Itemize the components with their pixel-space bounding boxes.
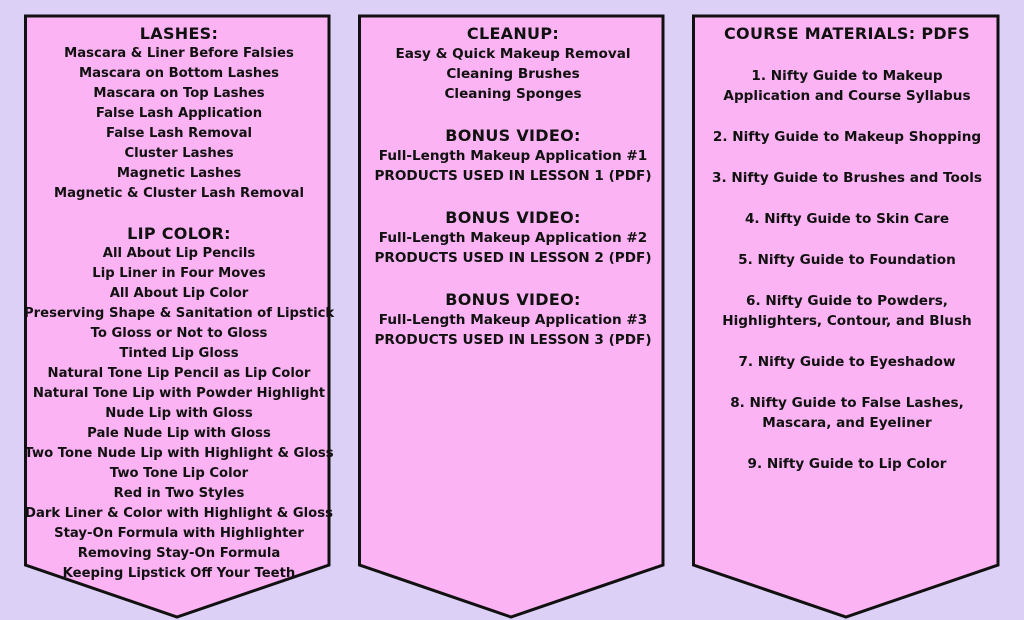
- lip-color-list: [24, 244, 334, 584]
- pdf-list: [692, 66, 1002, 474]
- lip-color-item[interactable]: Dark Liner & Color with Highlight & Gloss: [25, 506, 333, 521]
- lashes-item[interactable]: False Lash Application: [95, 106, 263, 121]
- pdf-guide-link[interactable]: 7. Nifty Guide to Eyeshadow: [738, 354, 956, 370]
- lip-color-item[interactable]: Nude Lip with Gloss: [105, 406, 253, 421]
- lip-color-item[interactable]: Natural Tone Lip with Powder Highlight: [32, 386, 326, 401]
- bonus-products-2-link[interactable]: PRODUCTS USED IN LESSON 2 (PDF): [374, 250, 652, 266]
- lip-color-item[interactable]: All About Lip Pencils: [102, 246, 256, 261]
- lashes-lipcolor-banner: [24, 0, 334, 620]
- lip-color-item[interactable]: Removing Stay-On Formula: [77, 546, 281, 561]
- lashes-heading: LASHES:: [139, 24, 219, 43]
- lip-color-item[interactable]: Natural Tone Lip Pencil as Lip Color: [47, 366, 311, 381]
- lashes-item[interactable]: Magnetic & Cluster Lash Removal: [54, 186, 304, 201]
- bonus-video-3-link[interactable]: Full-Length Makeup Application #3: [378, 312, 648, 328]
- bonus-video-1-heading: BONUS VIDEO:: [445, 126, 581, 145]
- lashes-item[interactable]: False Lash Removal: [105, 126, 253, 141]
- lashes-item[interactable]: Mascara on Top Lashes: [93, 86, 265, 101]
- cleanup-heading: CLEANUP:: [466, 24, 560, 43]
- pdf-guide-link[interactable]: 6. Nifty Guide to Powders, Highlighters, Contour, and Blush: [722, 293, 972, 329]
- pdf-guide-link[interactable]: 1. Nifty Guide to Makeup Application and Course Syllabus: [723, 68, 971, 104]
- lashes-item[interactable]: Magnetic Lashes: [116, 166, 242, 181]
- course-materials-banner: [692, 0, 1002, 620]
- cleanup-item[interactable]: Easy & Quick Makeup Removal: [395, 46, 631, 62]
- lip-color-item[interactable]: Lip Liner in Four Moves: [92, 266, 266, 281]
- cleanup-list: [358, 44, 668, 104]
- pdf-guide-link[interactable]: 9. Nifty Guide to Lip Color: [747, 456, 947, 472]
- bonus-products-1-link[interactable]: PRODUCTS USED IN LESSON 1 (PDF): [374, 168, 652, 184]
- pdf-guide-link[interactable]: 3. Nifty Guide to Brushes and Tools: [712, 170, 982, 186]
- cleanup-item[interactable]: Cleaning Brushes: [446, 66, 580, 82]
- lashes-item[interactable]: Cluster Lashes: [124, 146, 234, 161]
- bonus-video-2-heading: BONUS VIDEO:: [445, 208, 581, 227]
- lip-color-item[interactable]: Two Tone Lip Color: [109, 466, 249, 481]
- lip-color-item[interactable]: Preserving Shape & Sanitation of Lipstick: [24, 306, 335, 321]
- lip-color-item[interactable]: Tinted Lip Gloss: [119, 346, 239, 361]
- lip-color-item[interactable]: Two Tone Nude Lip with Highlight & Gloss: [24, 446, 334, 461]
- lip-color-item[interactable]: All About Lip Color: [109, 286, 249, 301]
- bonus-video-3-heading: BONUS VIDEO:: [445, 290, 581, 309]
- pdf-guide-link[interactable]: 8. Nifty Guide to False Lashes, Mascara, and Eyeliner: [730, 395, 964, 431]
- bonus-video-2-link[interactable]: Full-Length Makeup Application #2: [378, 230, 648, 246]
- lip-color-heading: LIP COLOR:: [127, 224, 231, 243]
- pdf-guide-link[interactable]: 4. Nifty Guide to Skin Care: [744, 211, 950, 227]
- cleanup-bonus-banner: [358, 0, 668, 620]
- lip-color-item[interactable]: To Gloss or Not to Gloss: [90, 326, 268, 341]
- bonus-video-1-link[interactable]: Full-Length Makeup Application #1: [378, 148, 648, 164]
- course-materials-heading: COURSE MATERIALS: PDFS: [724, 24, 970, 43]
- pdf-guide-link[interactable]: 2. Nifty Guide to Makeup Shopping: [712, 129, 982, 145]
- pdf-guide-link[interactable]: 5. Nifty Guide to Foundation: [738, 252, 956, 268]
- lip-color-item[interactable]: Keeping Lipstick Off Your Teeth: [62, 566, 296, 581]
- lashes-item[interactable]: Mascara & Liner Before Falsies: [64, 46, 294, 61]
- bonus-products-3-link[interactable]: PRODUCTS USED IN LESSON 3 (PDF): [374, 332, 652, 348]
- lashes-list: [24, 44, 334, 204]
- lashes-item[interactable]: Mascara on Bottom Lashes: [78, 66, 280, 81]
- cleanup-item[interactable]: Cleaning Sponges: [444, 86, 582, 102]
- lip-color-item[interactable]: Stay-On Formula with Highlighter: [54, 526, 304, 541]
- lip-color-item[interactable]: Pale Nude Lip with Gloss: [87, 426, 271, 441]
- lip-color-item[interactable]: Red in Two Styles: [113, 486, 245, 501]
